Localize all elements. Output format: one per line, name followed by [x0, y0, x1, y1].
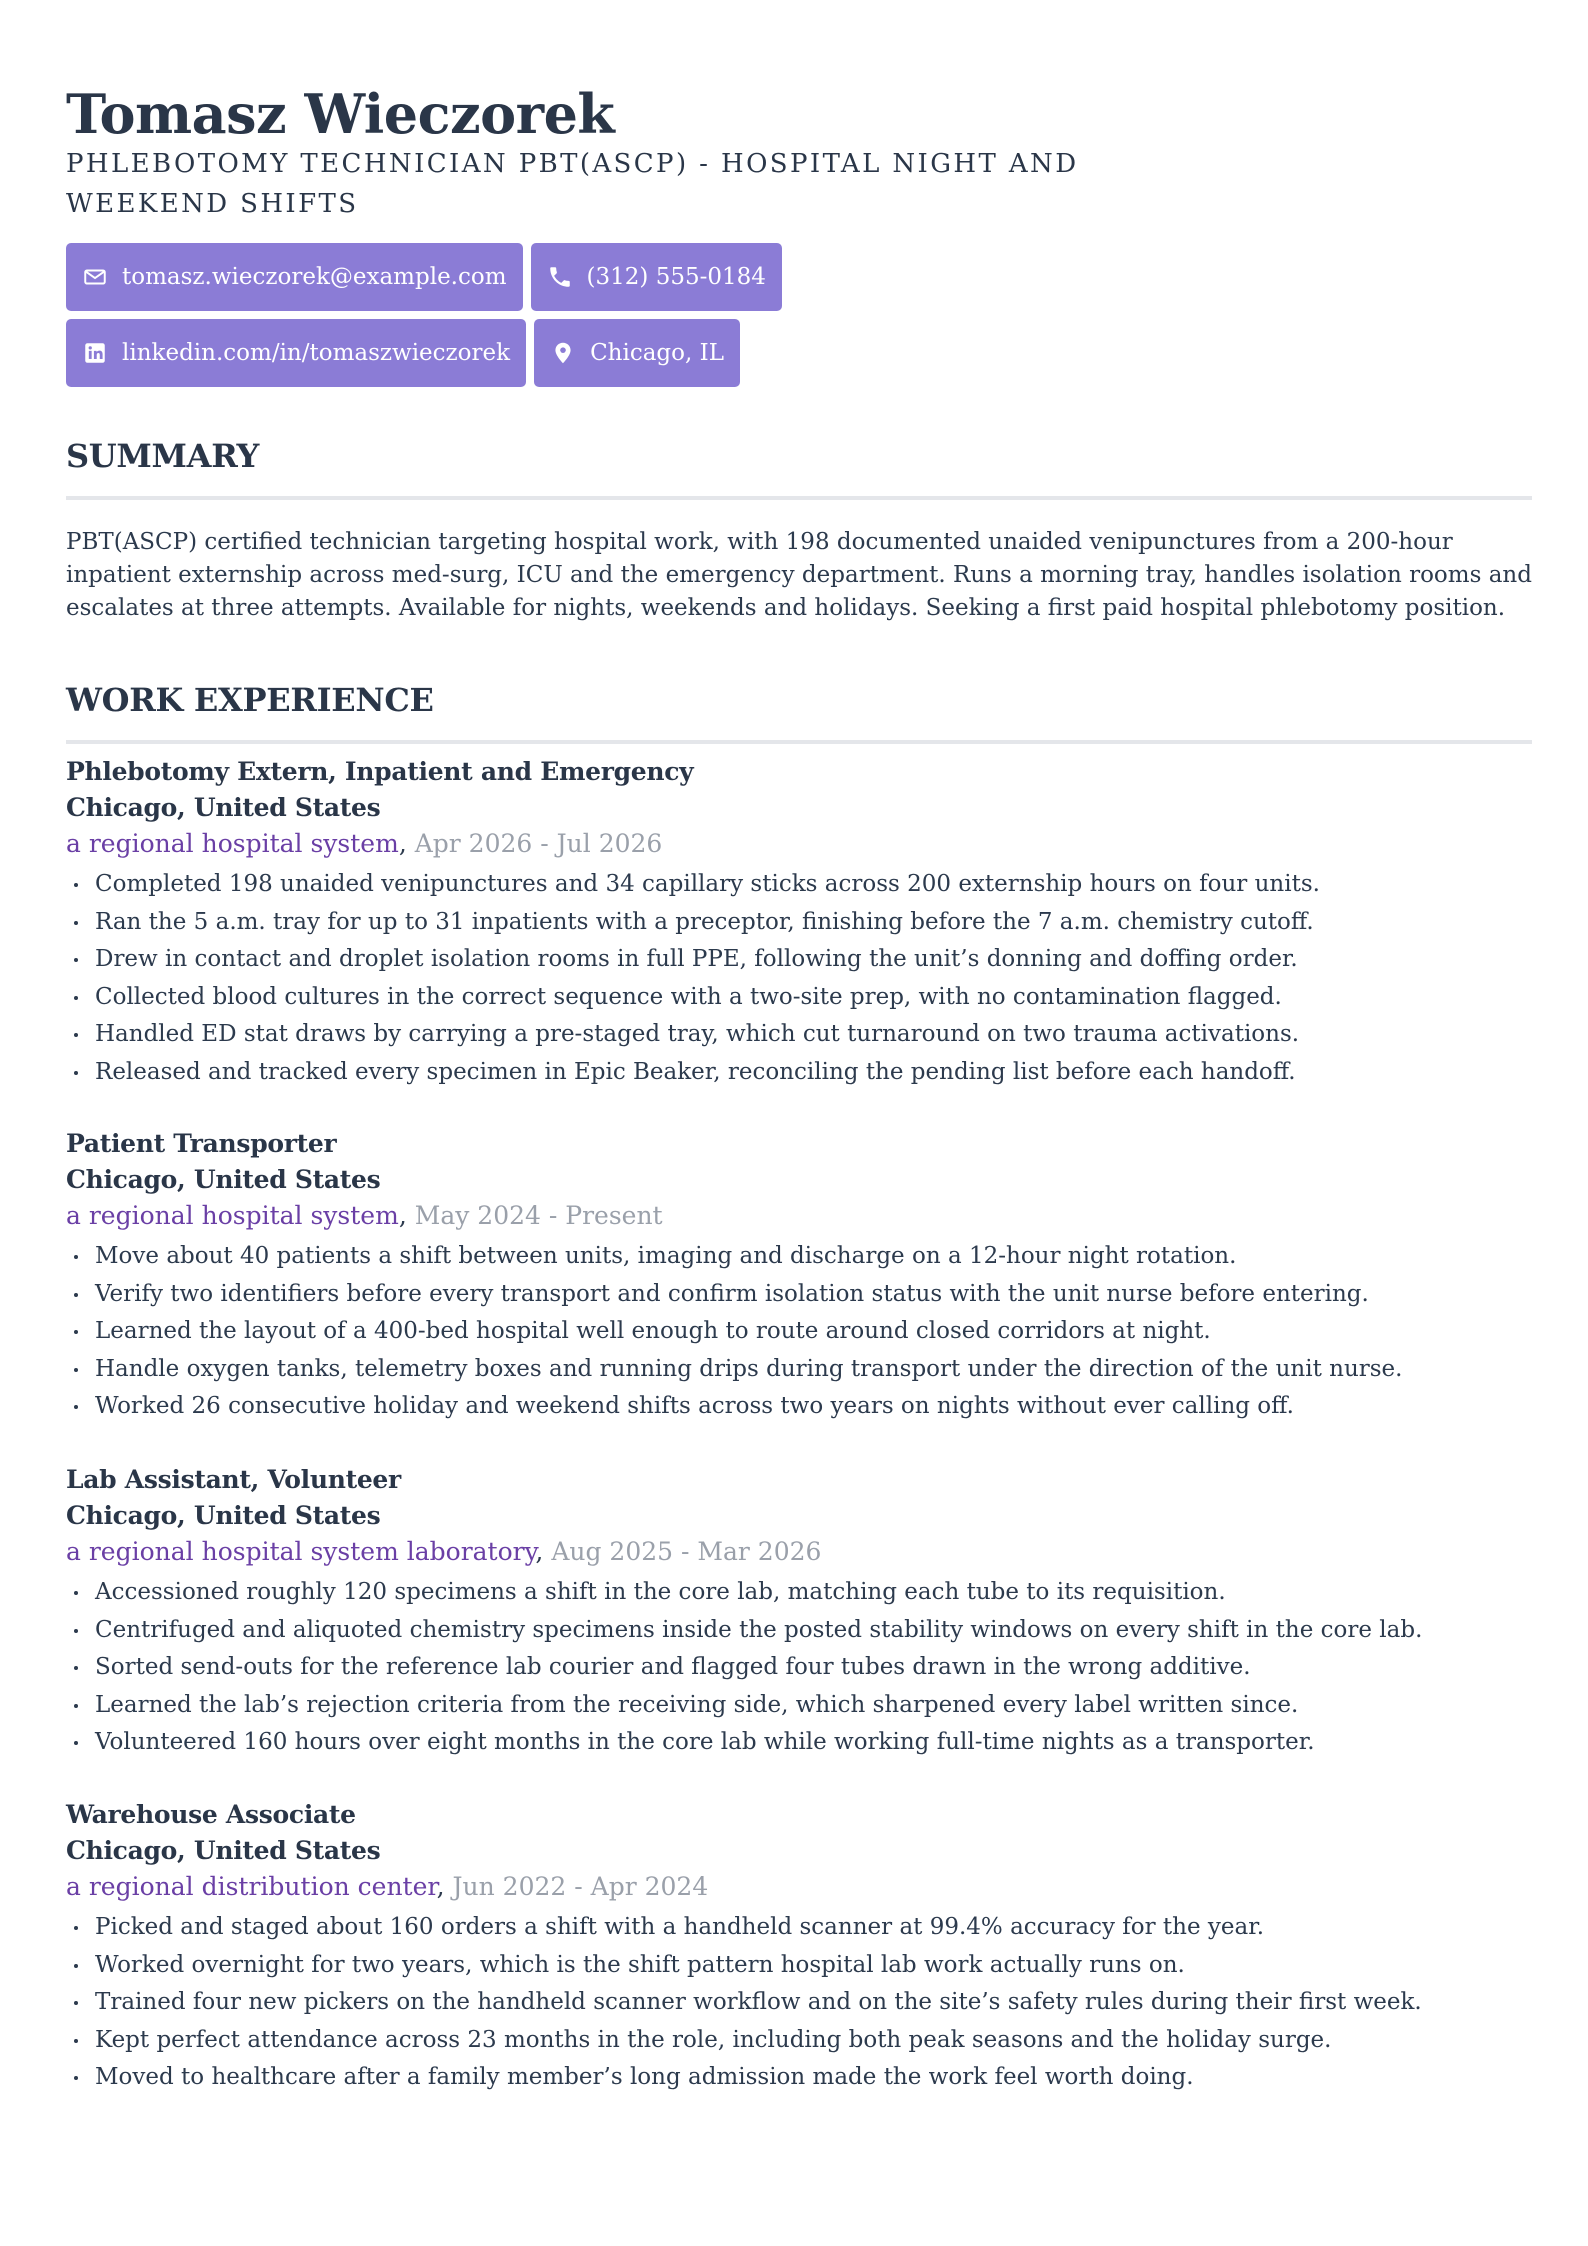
job-bullets: [66, 1909, 1532, 2097]
bullet-item: Volunteered 160 hours over eight months in the core lab while working full-time nights as a transporter.: [66, 1724, 1532, 1762]
bullet-item: Moved to healthcare after a family member’s long admission made the work feel worth doing.: [66, 2059, 1532, 2097]
job-entry: [66, 1797, 1532, 2097]
contact-row: [66, 243, 966, 311]
employer-name: a regional hospital system laboratory: [66, 1537, 536, 1566]
job-title: Phlebotomy Extern, Inpatient and Emergency: [66, 757, 694, 786]
location-chip[interactable]: [534, 319, 740, 387]
bullet-item: Picked and staged about 160 orders a shift with a handheld scanner at 99.4% accuracy for the year.: [66, 1909, 1532, 1947]
phone-text: (312) 555-0184: [586, 264, 766, 290]
bullet-item: Worked 26 consecutive holiday and weekend shifts across two years on nights without ever calling off.: [66, 1388, 1532, 1426]
summary-divider: [66, 496, 1532, 500]
linkedin-chip[interactable]: [66, 319, 526, 387]
bullet-item: Worked overnight for two years, which is the shift pattern hospital lab work actually runs on.: [66, 1947, 1532, 1985]
bullet-item: Accessioned roughly 120 specimens a shift in the core lab, matching each tube to its requisition.: [66, 1574, 1532, 1612]
job-bullets: [66, 1574, 1532, 1762]
location-text: Chicago, IL: [590, 340, 724, 366]
summary-heading: SUMMARY: [66, 437, 260, 475]
bullet-item: Released and tracked every specimen in Epic Beaker, reconciling the pending list before each handoff.: [66, 1054, 1532, 1092]
job-bullets: [66, 866, 1532, 1091]
summary-text: PBT(ASCP) certified technician targeting hospital work, with 198 documented unaided venipunctures from a 200-hour inpatient externship across med-surg, ICU and the emergency department. Runs a morning tray, handles isolation rooms and escalates at three attempts. Available for nights, weekends and holidays. Seeking a first paid hospital phlebotomy position.: [66, 529, 1532, 621]
bullet-item: Completed 198 unaided venipunctures and 34 capillary sticks across 200 externship hours on four units.: [66, 866, 1532, 904]
bullet-item: Drew in contact and droplet isolation rooms in full PPE, following the unit’s donning and doffing order.: [66, 941, 1532, 979]
job-location: Chicago, United States: [66, 1501, 381, 1530]
phone-chip[interactable]: [531, 243, 782, 311]
location-pin-icon: [550, 340, 576, 366]
bullet-item: Learned the lab’s rejection criteria from the receiving side, which sharpened every label written since.: [66, 1687, 1532, 1725]
bullet-item: Centrifuged and aliquoted chemistry specimens inside the posted stability windows on every shift in the core lab.: [66, 1612, 1532, 1650]
job-employer-dates: a regional hospital system laboratory, Aug 2025 - Mar 2026: [66, 1537, 822, 1566]
job-location: Chicago, United States: [66, 793, 381, 822]
bullet-item: Handle oxygen tanks, telemetry boxes and running drips during transport under the direction of the unit nurse.: [66, 1351, 1532, 1389]
bullet-item: Verify two identifiers before every transport and confirm isolation status with the unit nurse before entering.: [66, 1276, 1532, 1314]
contact-row: [66, 319, 966, 387]
bullet-item: Ran the 5 a.m. tray for up to 31 inpatients with a preceptor, finishing before the 7 a.m. chemistry cutoff.: [66, 904, 1532, 942]
phone-icon: [547, 264, 573, 290]
employer-name: a regional hospital system: [66, 829, 399, 858]
employer-name: a regional distribution center: [66, 1872, 437, 1901]
job-title: Warehouse Associate: [66, 1800, 356, 1829]
experience-divider: [66, 740, 1532, 744]
candidate-headline: PHLEBOTOMY TECHNICIAN PBT(ASCP) - HOSPITAL NIGHT AND WEEKEND SHIFTS: [66, 149, 1079, 219]
experience-heading: WORK EXPERIENCE: [66, 681, 434, 719]
job-dates: May 2024 - Present: [414, 1201, 663, 1230]
email-text: tomasz.wieczorek@example.com: [122, 264, 507, 290]
job-dates: Jun 2022 - Apr 2024: [452, 1872, 709, 1901]
bullet-item: Sorted send-outs for the reference lab courier and flagged four tubes drawn in the wrong additive.: [66, 1649, 1532, 1687]
bullet-item: Kept perfect attendance across 23 months in the role, including both peak seasons and the holiday surge.: [66, 2022, 1532, 2060]
contact-chips: [66, 243, 966, 395]
bullet-item: Move about 40 patients a shift between units, imaging and discharge on a 12-hour night rotation.: [66, 1238, 1532, 1276]
job-entry: [66, 1126, 1532, 1426]
job-entry: [66, 754, 1532, 1091]
job-dates: Apr 2026 - Jul 2026: [414, 829, 663, 858]
job-dates: Aug 2025 - Mar 2026: [551, 1537, 822, 1566]
linkedin-icon: [82, 340, 108, 366]
job-title: Patient Transporter: [66, 1129, 337, 1158]
candidate-name: Tomasz Wieczorek: [66, 82, 615, 146]
mail-icon: [82, 264, 108, 290]
job-entry: [66, 1462, 1532, 1762]
bullet-item: Trained four new pickers on the handheld scanner workflow and on the site’s safety rules during their first week.: [66, 1984, 1532, 2022]
job-employer-dates: a regional hospital system, May 2024 - Present: [66, 1201, 663, 1230]
employer-name: a regional hospital system: [66, 1201, 399, 1230]
job-location: Chicago, United States: [66, 1836, 381, 1865]
job-bullets: [66, 1238, 1532, 1426]
job-location: Chicago, United States: [66, 1165, 381, 1194]
job-title: Lab Assistant, Volunteer: [66, 1465, 401, 1494]
bullet-item: Collected blood cultures in the correct sequence with a two-site prep, with no contamination flagged.: [66, 979, 1532, 1017]
email-chip[interactable]: [66, 243, 523, 311]
bullet-item: Handled ED stat draws by carrying a pre-staged tray, which cut turnaround on two trauma activations.: [66, 1016, 1532, 1054]
job-employer-dates: a regional hospital system, Apr 2026 - Jul 2026: [66, 829, 663, 858]
linkedin-text: linkedin.com/in/tomaszwieczorek: [122, 340, 511, 366]
job-employer-dates: a regional distribution center, Jun 2022 - Apr 2024: [66, 1872, 709, 1901]
bullet-item: Learned the layout of a 400-bed hospital well enough to route around closed corridors at night.: [66, 1313, 1532, 1351]
